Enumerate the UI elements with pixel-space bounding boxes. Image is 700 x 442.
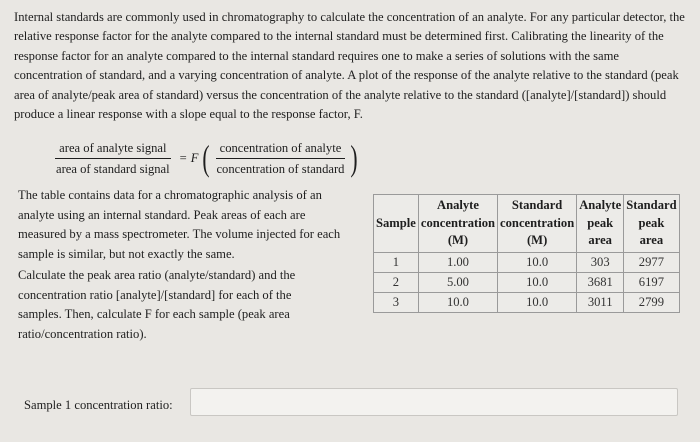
cell-standard-peak-area: 6197 <box>624 272 679 292</box>
table-row <box>374 292 680 312</box>
response-factor-symbol: F <box>190 150 199 165</box>
table-row <box>374 272 680 292</box>
cell-standard-concentration: 10.0 <box>498 292 577 312</box>
cell-analyte-peak-area: 3681 <box>577 272 624 292</box>
task-instructions: Calculate the peak area ratio (analyte/standard) and the concentration ratio [analyte]/[standard] for each of the samples. Then, calculate F for each sample (peak area ratio/concentration ratio). <box>18 268 296 341</box>
cell-analyte-concentration: 10.0 <box>418 292 497 312</box>
cell-analyte-peak-area: 3011 <box>577 292 624 312</box>
header-standard-peak-area: Standard peak area <box>624 195 679 253</box>
table-header-row <box>374 195 680 253</box>
chromatography-data-table <box>373 194 680 313</box>
cell-analyte-concentration: 1.00 <box>418 252 497 272</box>
cell-standard-peak-area: 2977 <box>624 252 679 272</box>
table-description: The table contains data for a chromatographic analysis of an analyte using an internal standard. Peak areas of each are measured by a mass spectrometer. The volume injected for each sample is similar, but not exactly the same. <box>18 188 341 261</box>
conc-standard-denominator: concentration of standard <box>216 161 345 176</box>
area-standard-denominator: area of standard signal <box>56 161 170 176</box>
cell-analyte-concentration: 5.00 <box>418 272 497 292</box>
cell-standard-peak-area: 2799 <box>624 292 679 312</box>
cell-standard-concentration: 10.0 <box>498 272 577 292</box>
conc-analyte-numerator: concentration of analyte <box>216 140 346 159</box>
cell-sample: 3 <box>374 292 419 312</box>
table-row <box>374 252 680 272</box>
header-standard-concentration: Standard concentration (M) <box>498 195 577 253</box>
cell-sample: 2 <box>374 272 419 292</box>
cell-standard-concentration: 10.0 <box>498 252 577 272</box>
equals-sign: = <box>179 150 187 165</box>
intro-paragraph: Internal standards are commonly used in chromatography to calculate the concentration of an analyte. For any particular detector, the relative response factor for the analyte compared to the internal standard must be determined first. Calibrating the linearity of the response factor for an analyte compared to the internal standard requires one to make a series of solutions with the same concentration of standard, and a varying concentration of analyte. A plot of the response of the analyte relative to the standard (peak area of analyte/peak area of standard) versus the concentration of the analyte relative to the standard ([analyte]/[standard]) should produce a linear response with a slope equal to the response factor, F. <box>14 10 685 122</box>
area-analyte-numerator: area of analyte signal <box>55 140 170 159</box>
concentration-ratio-fraction <box>212 140 348 177</box>
header-analyte-concentration: Analyte concentration (M) <box>418 195 497 253</box>
header-analyte-peak-area: Analyte peak area <box>577 195 624 253</box>
cell-analyte-peak-area: 303 <box>577 252 624 272</box>
cell-sample: 1 <box>374 252 419 272</box>
response-factor-equation <box>52 138 360 178</box>
area-ratio-fraction <box>52 140 174 177</box>
right-paren: ) <box>350 138 359 178</box>
answer-label: Sample 1 concentration ratio: <box>24 398 173 412</box>
concentration-ratio-input[interactable] <box>190 388 678 416</box>
header-sample: Sample <box>374 195 419 253</box>
left-paren: ( <box>202 138 211 178</box>
